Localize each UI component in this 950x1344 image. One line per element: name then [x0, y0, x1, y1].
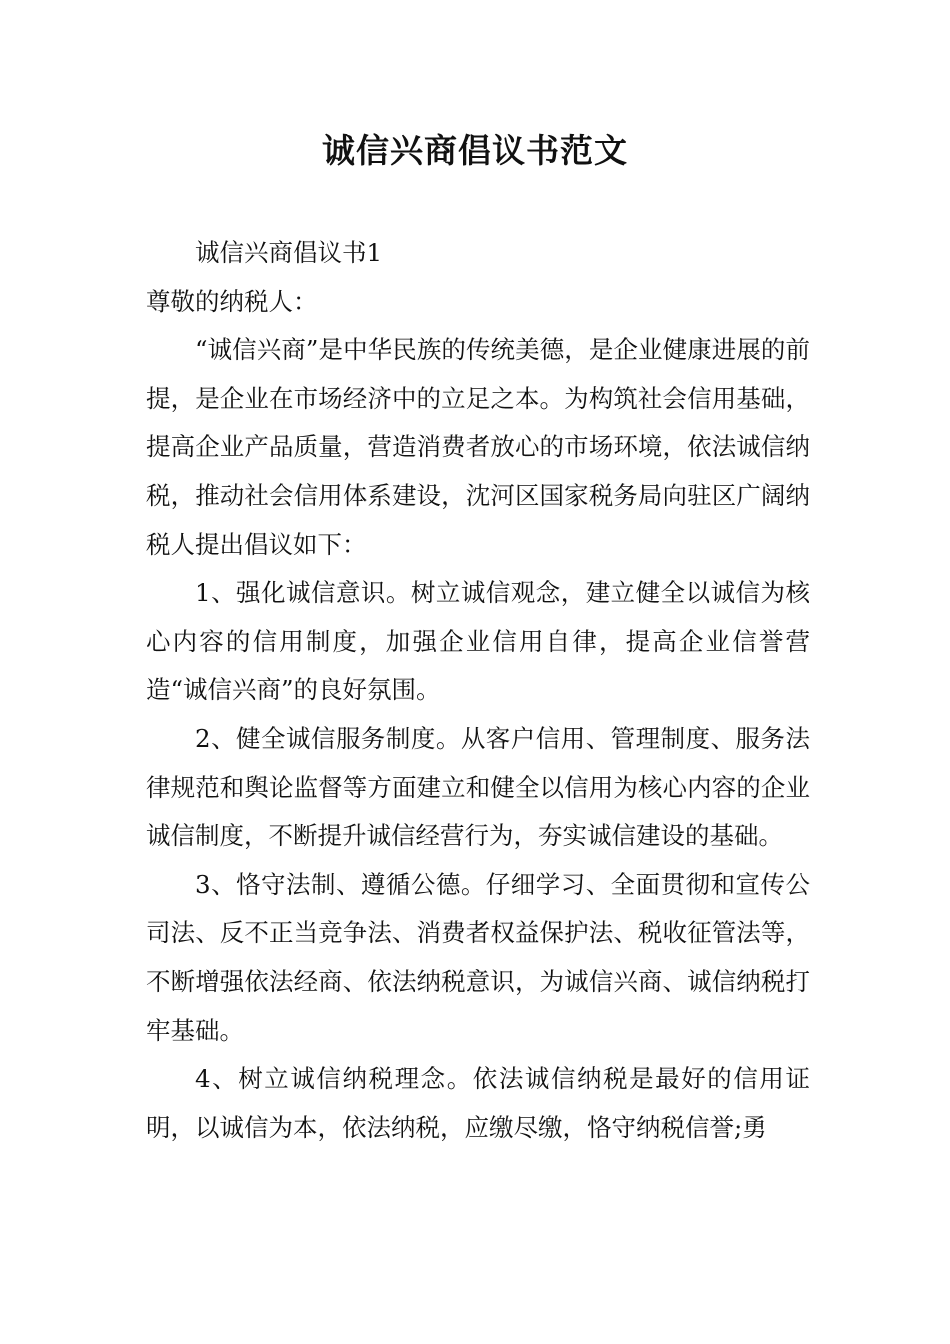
paragraph-intro: “诚信兴商”是中华民族的传统美德，是企业健康进展的前提，是企业在市场经济中的立足之本。为构筑社会信用基础，提高企业产品质量，营造消费者放心的市场环境，依法诚信纳税，推动社会信用体系建设，沈河区国家税务局向驻区广阔纳税人提出倡议如下：: [146, 335, 810, 559]
salutation: 尊敬的纳税人：: [146, 286, 318, 316]
paragraph-item-4: 4、树立诚信纳税理念。依法诚信纳税是最好的信用证明，以诚信为本，依法纳税，应缴尽缴，恪守纳税信誉;勇: [146, 1064, 810, 1142]
document-body: [146, 229, 810, 1152]
section-heading: 诚信兴商倡议书1: [195, 238, 383, 267]
document-title: 诚信兴商倡议书范文: [322, 131, 628, 170]
paragraph-item-1: 1、强化诚信意识。树立诚信观念，建立健全以诚信为核心内容的信用制度，加强企业信用自律，提高企业信誉营造“诚信兴商”的良好氛围。: [146, 578, 810, 705]
paragraph-item-3: 3、恪守法制、遵循公德。仔细学习、全面贯彻和宣传公司法、反不正当竞争法、消费者权益保护法、税收征管法等，不断增强依法经商、依法纳税意识，为诚信兴商、诚信纳税打牢基础。: [146, 869, 810, 1045]
paragraph-item-2: 2、健全诚信服务制度。从客户信用、管理制度、服务法律规范和舆论监督等方面建立和健全以信用为核心内容的企业诚信制度，不断提升诚信经营行为，夯实诚信建设的基础。: [146, 723, 810, 851]
